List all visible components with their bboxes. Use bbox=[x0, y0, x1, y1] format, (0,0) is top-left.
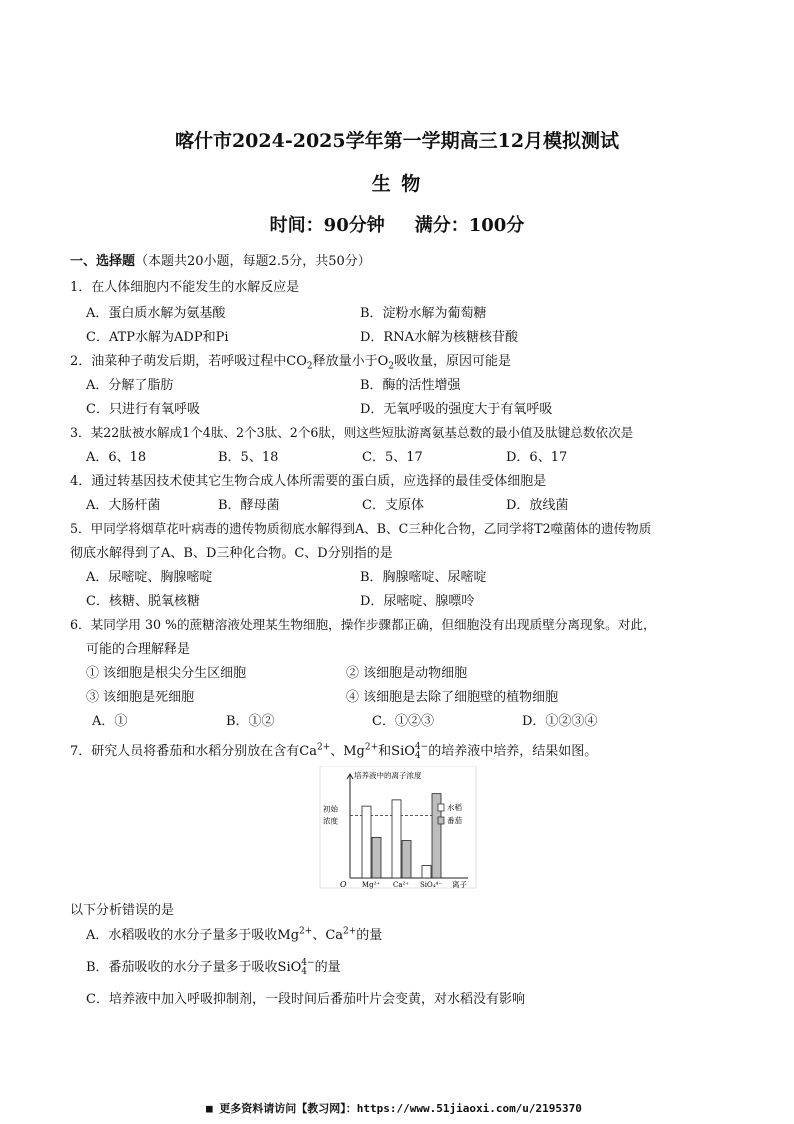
exam-time: 时间：90分钟 bbox=[269, 215, 385, 236]
legend-swatch-番茄 bbox=[438, 817, 444, 824]
q1-option-c: C．ATP水解为ADP和Pi bbox=[86, 330, 229, 345]
q5-option-d: D．尿嘧啶、腺嘌呤 bbox=[360, 594, 475, 609]
q6-option-d: D．①②③④ bbox=[522, 714, 598, 729]
q4-option-b: B．酵母菌 bbox=[218, 498, 280, 513]
reference-label-2: 浓度 bbox=[323, 816, 338, 826]
q4-option-d: D．放线菌 bbox=[506, 498, 569, 513]
q7-option-c: C．培养液中加入呼吸抑制剂，一段时间后番茄叶片会变黄，对水稻没有影响 bbox=[86, 992, 525, 1007]
q6-option-c: C．①②③ bbox=[372, 714, 434, 729]
legend-label-水稻: 水稻 bbox=[447, 803, 462, 812]
q3-option-d: D．6、17 bbox=[506, 450, 568, 465]
q5-option-a: A．尿嘧啶、胸腺嘧啶 bbox=[86, 570, 213, 585]
x-tick-label: Ca²⁺ bbox=[392, 881, 410, 889]
q6-statement-2: ② 该细胞是动物细胞 bbox=[346, 666, 468, 681]
footer-link[interactable]: ■ 更多资料请访问【教习网】：https://www.51jiaoxi.com/u/2195370 bbox=[206, 1102, 582, 1115]
q6-statement-1: ① 该细胞是根尖分生区细胞 bbox=[86, 666, 247, 681]
q2-option-a: A．分解了脂肪 bbox=[86, 378, 174, 393]
subject-title: 生 物 bbox=[371, 173, 423, 195]
legend-label-番茄: 番茄 bbox=[447, 816, 462, 825]
q7-tail: 以下分析错误的是 bbox=[70, 903, 175, 918]
origin-label: O bbox=[340, 880, 347, 889]
y-axis-label: 培养液中的离子浓度 bbox=[354, 771, 422, 780]
q4-stem: 4．通过转基因技术使其它生物合成人体所需要的蛋白质，应选择的最佳受体细胞是 bbox=[70, 474, 547, 489]
q6-statement-4: ④ 该细胞是去除了细胞壁的植物细胞 bbox=[346, 690, 559, 705]
q3-option-b: B．5、18 bbox=[218, 450, 279, 465]
q4-option-a: A．大肠杆菌 bbox=[86, 498, 161, 513]
section-heading bbox=[70, 250, 371, 269]
q4-option-c: C．支原体 bbox=[362, 498, 424, 513]
q1-option-a: A．蛋白质水解为氨基酸 bbox=[86, 306, 226, 321]
section-name: 一、选择题 bbox=[70, 254, 136, 269]
q3-option-a: A．6、18 bbox=[86, 450, 147, 465]
q3-stem: 3．某22肽被水解成1个4肽、2个3肽、2个6肽，则这些短肽游离氨基总数的最小值及肽键总数依次是 bbox=[70, 425, 634, 440]
q5-option-c: C．核糖、脱氧核糖 bbox=[86, 594, 200, 609]
bar-水稻-0 bbox=[362, 806, 371, 878]
q5-stem-line1: 5．甲同学将烟草花叶病毒的遗传物质彻底水解得到A、B、C三种化合物，乙同学将T2噬菌体的遗传物质 bbox=[70, 521, 652, 536]
q3-option-c: C．5、17 bbox=[362, 450, 423, 465]
q5-stem-line2: 彻底水解得到了A、B、D三种化合物。C、D分别指的是 bbox=[70, 546, 393, 561]
q1-option-d: D．RNA水解为核糖核苷酸 bbox=[360, 330, 518, 345]
x-tick-label: SiO₄⁴⁻ bbox=[419, 881, 443, 889]
q6-option-a: A．① bbox=[92, 714, 128, 729]
chart-bars bbox=[362, 794, 441, 878]
x-tick-label: Mg²⁺ bbox=[361, 881, 381, 889]
q7-option-b: B．番茄吸收的水分子量多于吸收SiO 4− 4 的量 bbox=[86, 957, 341, 977]
q1-stem: 1．在人体细胞内不能发生的水解反应是 bbox=[70, 280, 300, 295]
bar-水稻-1 bbox=[392, 800, 401, 878]
bar-番茄-0 bbox=[372, 837, 381, 878]
bar-水稻-2 bbox=[422, 866, 431, 879]
q2-option-d: D．无氧呼吸的强度大于有氧呼吸 bbox=[360, 402, 553, 417]
q7-stem: 7．研究人员将番茄和水稻分别放在含有$Ca^{2+}$、$Mg^{2+}$和SiO 4− 4 的培养液中培养，结果如图。 bbox=[70, 741, 598, 761]
q1-option-b: B．淀粉水解为葡萄糖 bbox=[360, 306, 487, 321]
x-axis-label: 离子 bbox=[452, 880, 467, 889]
q2-stem: 2．油菜种子萌发后期，若呼吸过程中$CO_2$释放量小于$O_2$吸收量，原因可能是 bbox=[70, 354, 512, 372]
reference-label: 初始 bbox=[323, 804, 338, 814]
legend-swatch-水稻 bbox=[438, 804, 444, 811]
q7-option-a: A．水稻吸收的水分子量多于吸收$Mg^{2+}$、$Ca^{2+}$的量 bbox=[86, 926, 383, 943]
q5-option-b: B．胸腺嘧啶、尿嘧啶 bbox=[360, 570, 487, 585]
q6-statement-3: ③ 该细胞是死细胞 bbox=[86, 690, 195, 705]
exam-score: 满分：100分 bbox=[414, 215, 525, 236]
exam-meta bbox=[0, 211, 794, 237]
ion-concentration-chart bbox=[318, 766, 478, 890]
section-desc: （本题共20小题，每题2.5分，共50分） bbox=[135, 254, 371, 269]
q6-stem-line1: 6．某同学用 30 %的蔗糖溶液处理某生物细胞，操作步骤都正确，但细胞没有出现质壁分离现象。对此， bbox=[70, 617, 656, 632]
bar-番茄-1 bbox=[402, 841, 411, 879]
q2-option-c: C．只进行有氧呼吸 bbox=[86, 402, 200, 417]
exam-title: 喀什市2024-2025学年第一学期高三12月模拟测试 bbox=[174, 130, 620, 152]
q2-option-b: B．酶的活性增强 bbox=[360, 378, 461, 393]
q6-option-b: B．①② bbox=[226, 714, 275, 729]
q6-stem-line2: 可能的合理解释是 bbox=[86, 642, 191, 657]
